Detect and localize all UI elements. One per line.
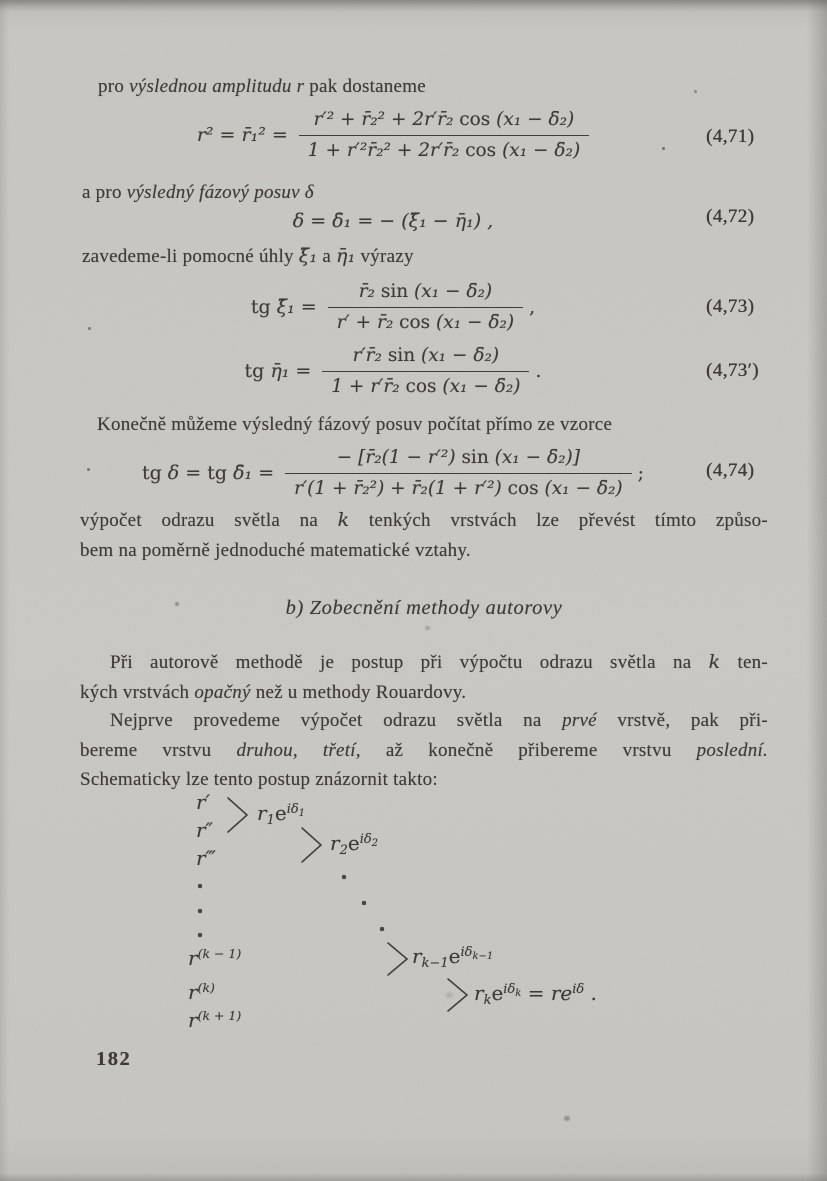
line-zavedeme: zavedeme-li pomocné úhly ξ̄₁ a η̄₁ výrazy: [82, 245, 414, 267]
fraction-denominator: r′(1 + r̄₂²) + r̄₂(1 + r′²) cos (x₁ − δ̄₂): [285, 473, 632, 502]
fraction-denominator: r′ + r̄₂ cos (x₁ − δ̄₂): [328, 307, 523, 336]
equation-tag-4-74: (4,74): [706, 460, 755, 481]
page-number: 182: [96, 1048, 132, 1070]
fraction-denominator: 1 + r′r̄₂ cos (x₁ − δ̄₂): [322, 371, 529, 400]
ellipsis-dot: [342, 875, 346, 879]
equation-tag-4-73p: (4,73′): [706, 360, 759, 381]
intro-line: pro výslednou amplitudu r pak dostaneme: [98, 76, 426, 97]
diagram-label-r1: $r_1e^{i\delta_1}$: [257, 801, 306, 828]
fraction: [299, 107, 589, 164]
line-a-pro: a pro výsledný fázový posuv δ: [82, 182, 314, 203]
diagram-item-r-k+1: $r^{(k + 1)}$: [188, 1008, 242, 1032]
fraction-numerator: r′r̄₂ sin (x₁ − δ̄₂): [352, 344, 500, 366]
equation-4-71: [80, 102, 706, 168]
page-edge-shadow-right: [807, 0, 827, 1181]
equation-4-74: tg δ = tg δ̄₁ = $\frac{\text{− [r̄₂(1 − r′²) sin (x₁ − δ̄₂)]}}{\text{r′(1 + r̄₂²) + r̄₂(1 + r′²) cos (x₁ − δ̄₂)}}$ ;: [80, 440, 706, 506]
fraction-numerator: r′² + r̄₂² + 2r′r̄₂ cos (x₁ − δ̄₂): [313, 108, 575, 130]
paragraph-vypocet-line2: bem na poměrně jednoduché matematické vztahy.: [80, 540, 471, 561]
diagram-item-r-prime: r′: [196, 790, 211, 814]
ellipsis-dot: [380, 927, 384, 931]
merge-bracket-icon: [446, 977, 470, 1013]
equation-tag-4-73: (4,73): [706, 296, 755, 317]
line-konecne: Konečně můžeme výsledný fázový posuv počítat přímo ze vzorce: [97, 414, 613, 435]
equation-tag-4-71: (4,71): [706, 126, 755, 147]
equation-4-73: tg ξ̄₁ = $\frac{\text{r̄₂ sin (x₁ − δ̄₂)}}{\text{r′ + r̄₂ cos (x₁ − δ̄₂)}}$ ,: [80, 276, 706, 338]
diagram-label-rk-1: $r_{k-1}e^{i\delta_{k-1}}$: [412, 944, 494, 971]
equation-4-73p: tg η̄₁ = $\frac{\text{r′r̄₂ sin (x₁ − δ̄₂)}}{\text{1 + r′r̄₂ cos (x₁ − δ̄₂)}}$ .: [80, 340, 706, 402]
paragraph-pri-line1: Při autorově methodě je postup při výpočtu odrazu světla na k ten-: [110, 651, 769, 673]
diagram-label-rk: $r_ke^{i\delta_k} = re^{i\delta}$ .: [474, 981, 597, 1008]
page-edge-shadow-bottom: [0, 1173, 827, 1181]
equation-tag-4-72: (4,72): [706, 206, 755, 227]
merge-bracket-icon: [300, 826, 324, 864]
section-heading: b) Zobecnění methody autorovy: [285, 597, 563, 619]
equation-lhs: r² = r̄₁² =: [196, 124, 288, 146]
paragraph-nejprve-line2: bereme vrstvu druhou, třetí, až konečně přibereme vrstvu poslední.: [80, 740, 769, 761]
diagram-item-r-dprime: r″: [196, 818, 214, 842]
paragraph-nejprve-line3: Schematicky lze tento postup znázornit takto:: [80, 769, 438, 790]
paper-stain: [564, 1116, 570, 1121]
equation-4-72: δ = δ̄₁ = − (ξ̄₁ − η̄₁) ,: [292, 209, 494, 232]
ellipsis-dot: [198, 884, 202, 888]
fraction: [285, 445, 632, 502]
fraction-numerator: r̄₂ sin (x₁ − δ̄₂): [358, 280, 493, 302]
ellipsis-dot: [362, 901, 366, 905]
ellipsis-dot: [198, 933, 202, 937]
diagram-label-r2: $r_2e^{i\delta_2}$: [330, 831, 379, 858]
diagram-item-r-k-1: $r^{(k - 1)}$: [188, 946, 242, 970]
fraction: [328, 279, 523, 336]
paper-speck: [425, 626, 430, 630]
page-edge-shadow-left: [0, 0, 9, 1181]
fraction-denominator: 1 + r′²r̄₂² + 2r′r̄₂ cos (x₁ − δ̄₂): [299, 135, 589, 164]
paragraph-vypocet-line1: výpočet odrazu světla na k tenkých vrstvách lze převést tímto způso-: [80, 509, 768, 531]
merge-bracket-icon: [226, 796, 250, 834]
paper-speck: [694, 90, 697, 93]
merge-bracket-icon: [386, 941, 410, 977]
fraction-numerator: − [r̄₂(1 − r′²) sin (x₁ − δ̄₂)]: [336, 446, 580, 468]
fraction: [322, 343, 529, 400]
ellipsis-dot: [198, 909, 202, 913]
diagram-item-r-k: $r^{(k)}$: [188, 980, 215, 1004]
paragraph-nejprve-line1: Nejprve provedeme výpočet odrazu světla na prvé vrstvě, pak při-: [110, 710, 768, 731]
paragraph-pri-line2: kých vrstvách opačný než u methody Rouardovy.: [80, 682, 467, 703]
page-edge-shadow-top: [0, 0, 827, 12]
diagram-item-r-tprime: r‴: [196, 846, 216, 870]
